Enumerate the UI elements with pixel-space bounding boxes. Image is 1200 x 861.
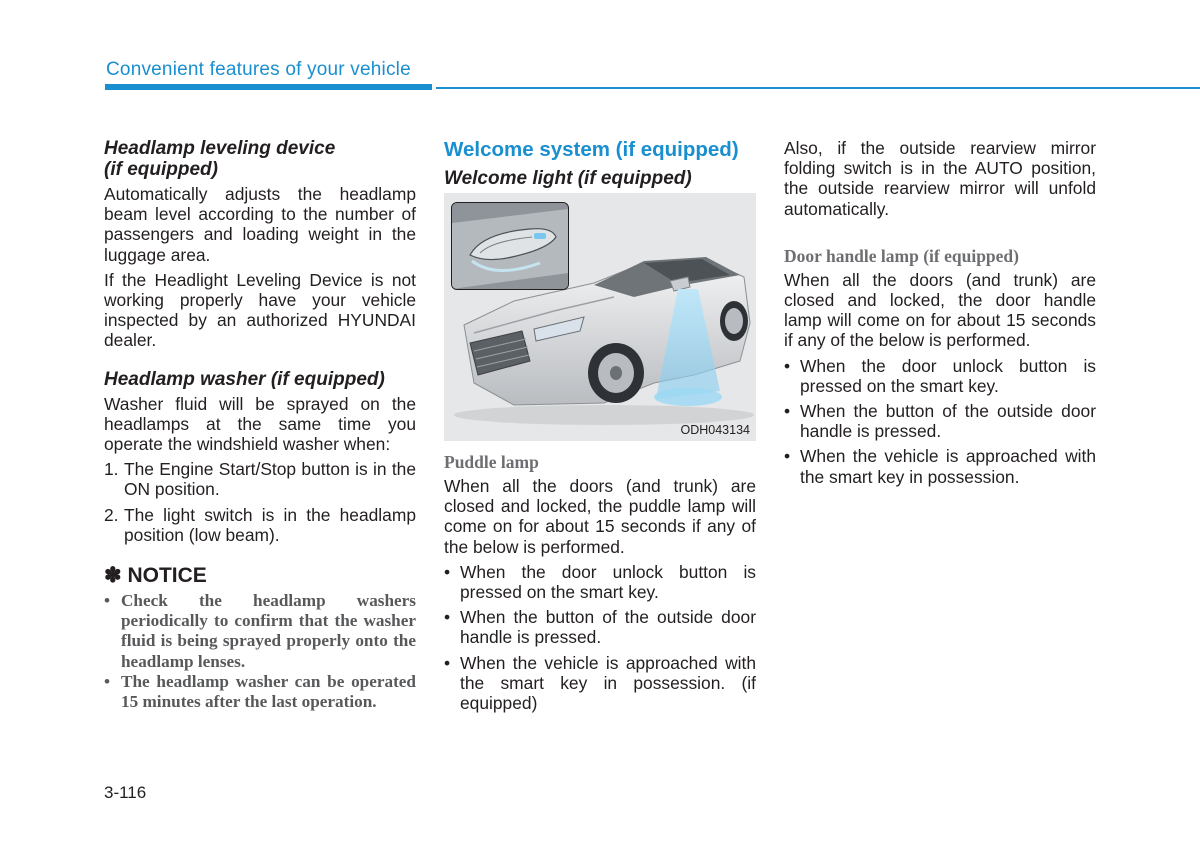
leveling-paragraph-1: Automatically adjusts the headlamp beam level according to the number of passengers and loading weight in the luggage area. bbox=[104, 184, 416, 265]
item-number: 1. bbox=[104, 459, 119, 480]
bullet-icon: • bbox=[104, 591, 111, 611]
item-text: When the door unlock button is pressed on the smart key. bbox=[460, 561, 756, 603]
door-handle-lamp-paragraph: When all the doors (and trunk) are closed and locked, the door handle lamp will come on for about 15 seconds if any of the below is performed. bbox=[784, 269, 1096, 351]
bullet-icon: • bbox=[444, 561, 451, 582]
washer-heading: Headlamp washer (if equipped) bbox=[104, 368, 385, 390]
bullet-icon: • bbox=[104, 671, 111, 691]
notice-item bbox=[104, 672, 416, 712]
item-number: 2. bbox=[104, 504, 119, 525]
puddle-lamp-paragraph: When all the doors (and trunk) are closed and locked, the puddle lamp will come on for about 15 seconds if any of the below is performed. bbox=[444, 476, 756, 557]
notice-heading bbox=[104, 563, 416, 589]
leveling-heading: Headlamp leveling device (if equipped) bbox=[104, 138, 336, 180]
figure-code: ODH043134 bbox=[680, 423, 750, 437]
leveling-paragraph-2: If the Headlight Leveling Device is not working properly have your vehicle inspected by an authorized HYUNDAI dealer. bbox=[104, 269, 416, 351]
notice-title: NOTICE bbox=[127, 564, 207, 588]
door-handle-lamp-heading: Door handle lamp (if equipped) bbox=[784, 245, 1019, 266]
bullet-icon: • bbox=[444, 652, 451, 673]
column-left bbox=[104, 138, 416, 712]
door-condition-item bbox=[784, 356, 1096, 396]
page-number: 3-116 bbox=[104, 783, 147, 802]
item-text: When the door unlock button is pressed on the smart key. bbox=[800, 355, 1096, 396]
puddle-condition-item bbox=[444, 562, 756, 602]
item-text: When the vehicle is approached with the smart key in possession. bbox=[800, 446, 1096, 487]
washer-condition-item bbox=[104, 459, 416, 499]
notice-item-text: Check the headlamp washers periodically to confirm that the washer fluid is being sprayed properly onto the headlamp lenses. bbox=[121, 591, 416, 671]
section-header-title: Convenient features of your vehicle bbox=[106, 59, 411, 80]
puddle-condition-item bbox=[444, 607, 756, 647]
item-text: The Engine Start/Stop button is in the ON position. bbox=[124, 459, 416, 500]
column-right bbox=[784, 138, 1096, 492]
washer-paragraph: Washer fluid will be sprayed on the headlamps at the same time you operate the windshield washer when: bbox=[104, 393, 416, 455]
puddle-lamp-heading: Puddle lamp bbox=[444, 452, 539, 472]
puddle-condition-item bbox=[444, 653, 756, 714]
notice-item-text: The headlamp washer can be operated 15 minutes after the last operation. bbox=[121, 671, 416, 712]
door-condition-item bbox=[784, 401, 1096, 441]
mirror-paragraph: Also, if the outside rearview mirror folding switch is in the AUTO position, the outside rearview mirror will unfold automatically. bbox=[784, 138, 1096, 219]
header-rule-thin bbox=[436, 87, 1200, 89]
notice-item bbox=[104, 591, 416, 672]
bullet-icon: • bbox=[444, 607, 451, 628]
notice-asterisk-icon: ✽ bbox=[104, 564, 122, 588]
item-text: The light switch is in the headlamp position (low beam). bbox=[124, 504, 416, 545]
door-handle-closeup bbox=[452, 203, 568, 289]
item-text: When the button of the outside door handle is pressed. bbox=[800, 401, 1096, 442]
bullet-icon: • bbox=[784, 446, 791, 467]
welcome-light-figure bbox=[444, 193, 756, 441]
bullet-icon: • bbox=[784, 355, 791, 376]
washer-condition-item bbox=[104, 505, 416, 545]
item-text: When the vehicle is approached with the smart key in possession. (if equipped) bbox=[460, 652, 756, 714]
bullet-icon: • bbox=[784, 401, 791, 422]
item-text: When the button of the outside door handle is pressed. bbox=[460, 607, 756, 648]
door-condition-item bbox=[784, 446, 1096, 486]
header-rule-thick bbox=[105, 84, 432, 90]
door-handle-inset bbox=[451, 202, 569, 290]
welcome-light-heading: Welcome light (if equipped) bbox=[444, 168, 692, 189]
column-middle bbox=[444, 138, 756, 718]
welcome-system-heading: Welcome system (if equipped) bbox=[444, 138, 739, 161]
